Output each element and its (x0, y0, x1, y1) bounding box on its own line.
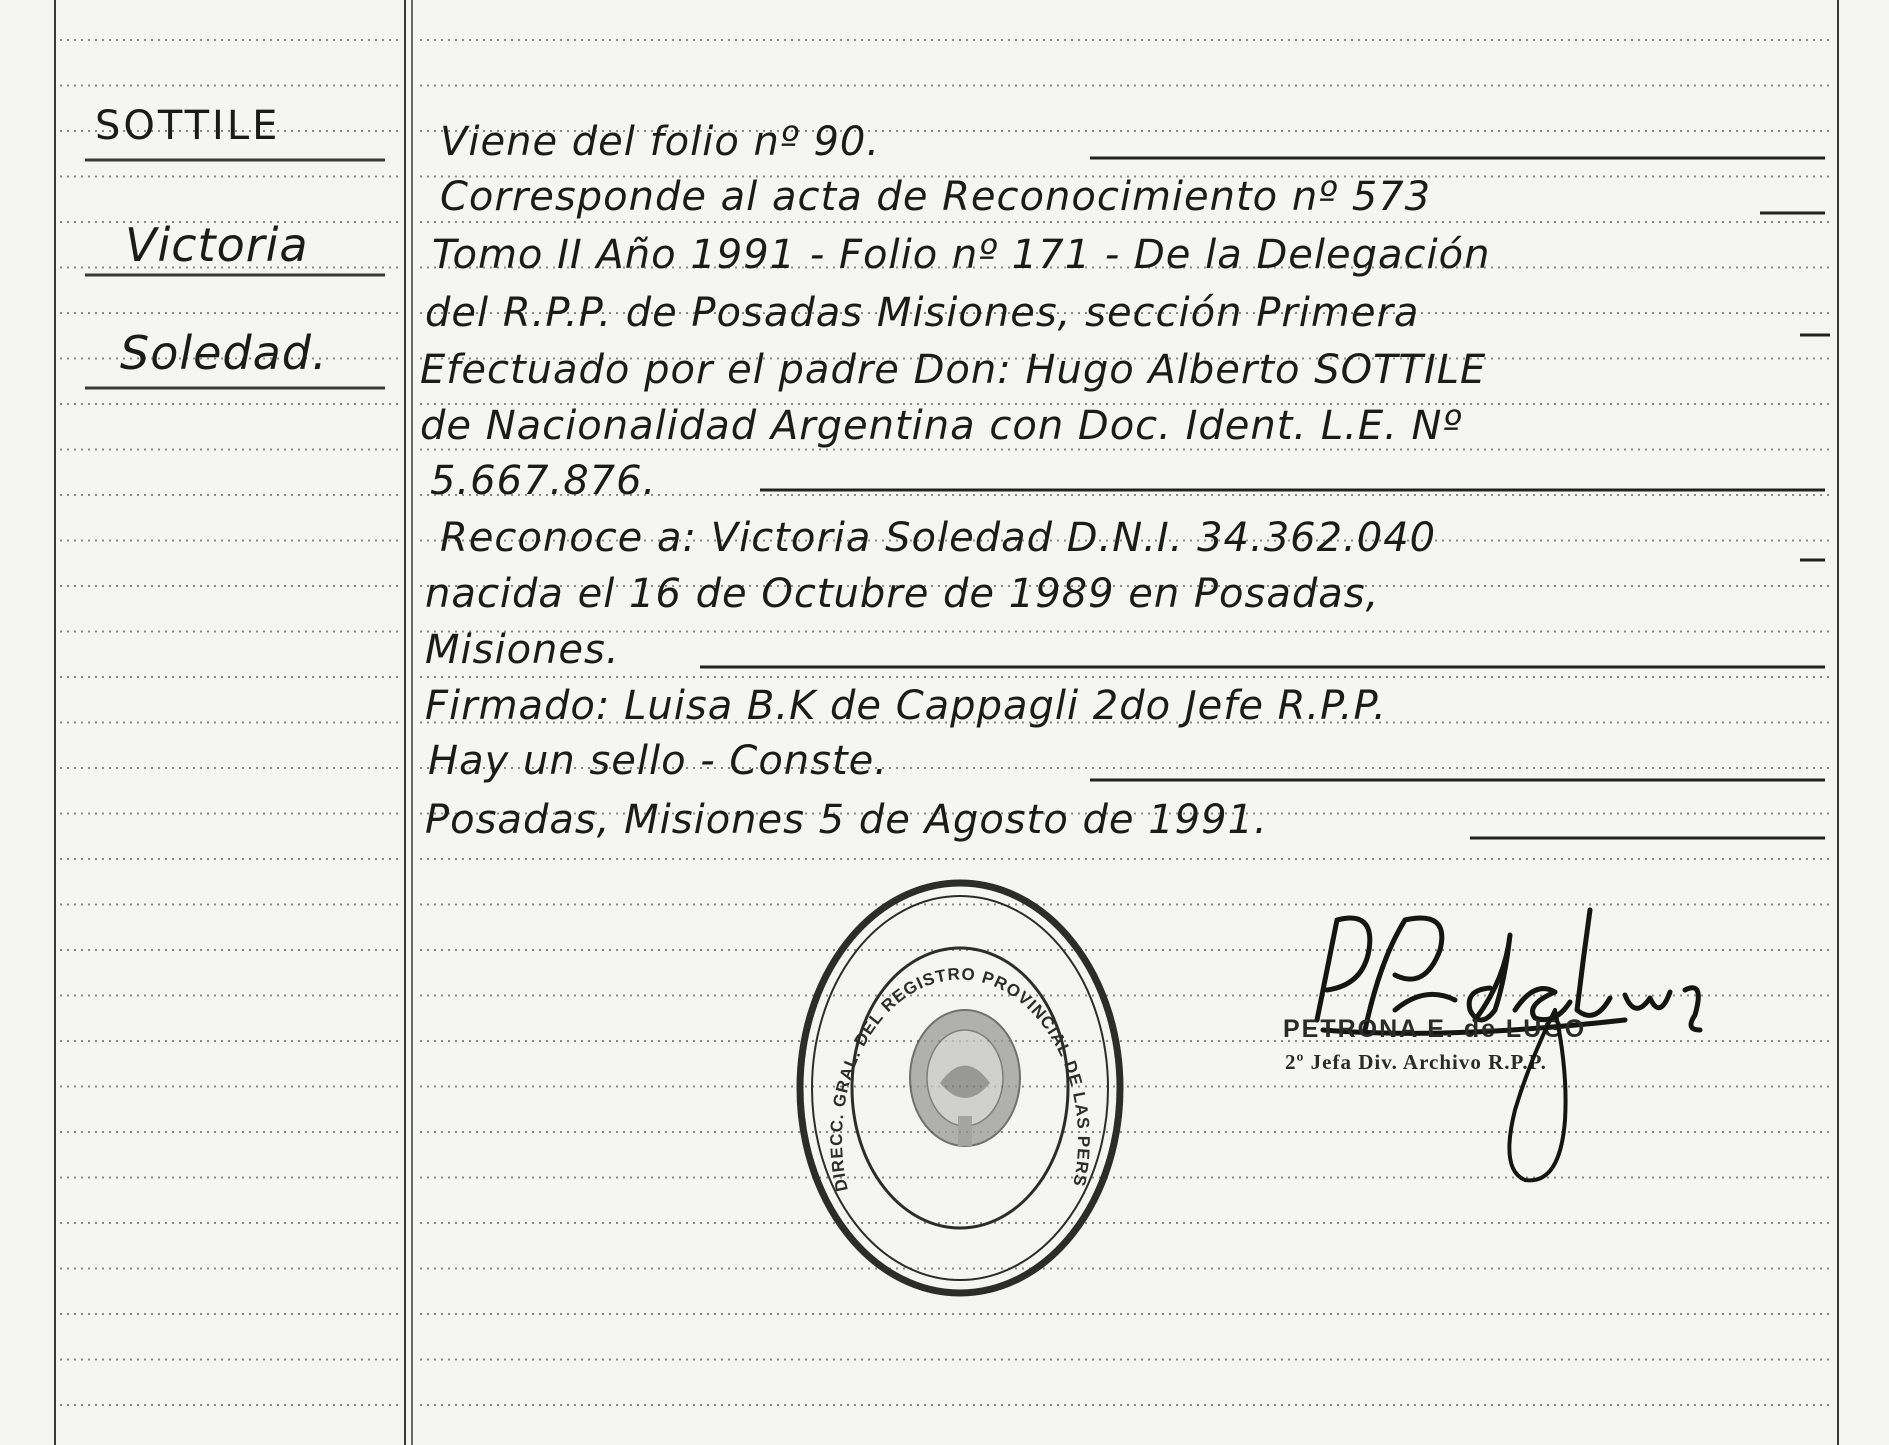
margin-surname: SOTTILE (95, 103, 281, 149)
entry-line-13: Posadas, Misiones 5 de Agosto de 1991. (425, 797, 1268, 843)
entry-line-11: Firmado: Luisa B.K de Cappagli 2do Jefe R.P.P. (425, 683, 1387, 729)
official-seal (790, 878, 1130, 1298)
margin-given-name-1: Victoria (125, 218, 309, 272)
entry-line-3: Tomo II Año 1991 - Folio nº 171 - De la Delegación (432, 232, 1491, 278)
entry-line-12: Hay un sello - Conste. (428, 738, 889, 784)
entry-line-8: Reconoce a: Victoria Soledad D.N.I. 34.362.040 (440, 515, 1437, 561)
printed-signatory-title: 2º Jefa Div. Archivo R.P.P. (1285, 1050, 1547, 1074)
entry-line-4: del R.P.P. de Posadas Misiones, sección Primera (425, 290, 1420, 336)
entry-line-6: de Nacionalidad Argentina con Doc. Ident. L.E. Nº (420, 403, 1463, 449)
signature-flourish (1460, 1000, 1600, 1200)
seal-text: DIRECC. GRAL. DEL REGISTRO PROVINCIAL DE LAS PERS (826, 964, 1094, 1194)
entry-line-5: Efectuado por el padre Don: Hugo Alberto SOTTILE (420, 347, 1487, 393)
entry-line-2: Corresponde al acta de Reconocimiento nº 573 (440, 174, 1432, 220)
entry-line-10: Misiones. (425, 627, 620, 673)
coat-of-arms-emblem (910, 1010, 1020, 1146)
entry-line-7: 5.667.876. (430, 458, 657, 504)
printed-signatory-name: PETRONA E. de LUGO (1283, 1015, 1587, 1043)
entry-line-1: Viene del folio nº 90. (440, 119, 881, 165)
entry-line-9: nacida el 16 de Octubre de 1989 en Posadas, (425, 571, 1380, 617)
margin-given-name-2: Soledad. (120, 326, 328, 380)
